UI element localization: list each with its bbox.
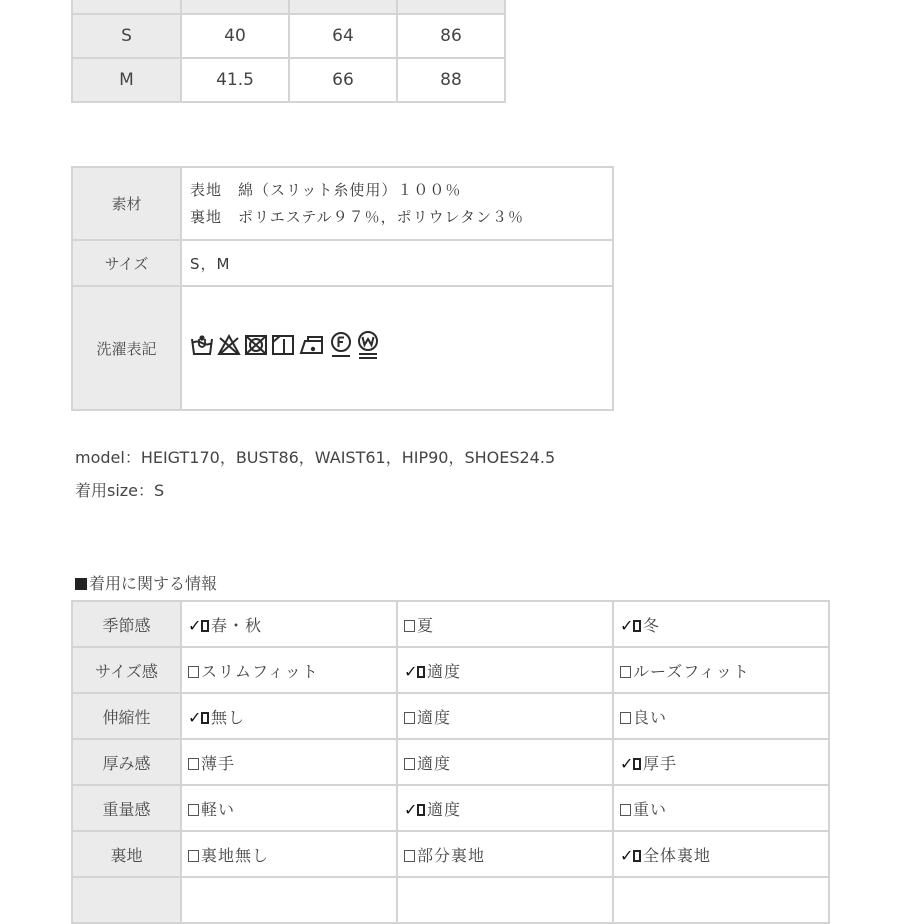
black-square-bullet-icon [75,578,87,590]
wear-info-title-text: 着用に関する情報 [89,574,218,593]
option-text: 冬 [643,615,661,635]
material-value [181,167,613,240]
option-text: 部分裏地 [417,845,486,865]
measurement-cell: 88 [397,58,505,102]
attribute-label: 裏地 [72,831,181,877]
empty-checkbox-icon [404,712,415,724]
attribute-label: 重量感 [72,785,181,831]
empty-checkbox-icon [620,804,631,816]
care-symbols [181,286,613,410]
check-mark-icon: ✓ [188,615,203,635]
option-cell [613,647,829,693]
option-text: 適度 [417,753,452,773]
size-row [72,240,613,286]
option-cell [181,601,397,647]
option-cell [181,693,397,739]
lining-fabric-line: 裏地 ポリエステル９７％，ポリウレタン３％ [190,207,525,226]
outer-fabric-line: 表地 綿（スリット糸使用）１００％ [190,180,462,199]
no-tumble-dry-icon [244,333,268,357]
option-text: ルーズフィット [633,661,750,681]
empty-checkbox-icon [404,850,415,862]
option-cell [397,877,613,923]
wear-info-title [75,571,217,594]
size-label: M [72,58,181,102]
option-cell [181,831,397,877]
option-text: 適度 [427,799,462,819]
attribute-label: 厚み感 [72,739,181,785]
option-cell [397,647,613,693]
check-mark-icon: ✓ [188,707,203,727]
no-bleach-icon [217,333,241,357]
checked-box-icon [417,804,425,816]
worn-size: 着用size：S [75,481,165,500]
header-cell [72,0,181,14]
care-row [72,286,613,410]
measurement-cell: 41.5 [181,58,289,102]
option-cell [397,785,613,831]
option-text: 軽い [201,799,236,819]
wear-info-row [72,877,829,923]
attribute-label: 季節感 [72,601,181,647]
wear-info-table [71,600,830,924]
option-cell [613,739,829,785]
line-dry-shade-icon [271,333,295,357]
checked-box-icon [201,712,209,724]
option-cell [613,693,829,739]
measurement-cell: 86 [397,14,505,58]
option-cell [613,785,829,831]
option-cell [397,739,613,785]
wear-info-row [72,831,829,877]
option-text: 春・秋 [211,615,263,635]
wear-info-row [72,601,829,647]
wear-info-row [72,647,829,693]
checked-box-icon [633,758,641,770]
option-text: 無し [211,707,246,727]
empty-checkbox-icon [404,620,415,632]
size-value: S，M [181,240,613,286]
option-text: 重い [633,799,668,819]
option-cell [181,877,397,923]
size-label: S [72,14,181,58]
empty-checkbox-icon [188,850,199,862]
option-text: 夏 [417,615,435,635]
size-row-m [72,58,505,102]
size-measurement-table [71,0,506,103]
checked-box-icon [201,620,209,632]
checked-box-icon [633,620,641,632]
option-cell [397,831,613,877]
check-mark-icon: ✓ [404,799,419,819]
header-cell [181,0,289,14]
check-mark-icon: ✓ [620,845,635,865]
attribute-label: サイズ感 [72,647,181,693]
empty-checkbox-icon [620,712,631,724]
option-text: 全体裏地 [643,845,712,865]
model-measurements: model：HEIGT170，BUST86，WAIST61，HIP90，SHOES24.5 [75,448,556,467]
size-row-s [72,14,505,58]
option-cell [397,693,613,739]
option-cell [613,877,829,923]
option-text: 厚手 [643,753,678,773]
size-label: サイズ [72,240,181,286]
option-text: 良い [633,707,668,727]
wear-info-row [72,693,829,739]
option-text: 適度 [427,661,462,681]
measurement-cell: 40 [181,14,289,58]
option-cell [613,831,829,877]
empty-checkbox-icon [404,758,415,770]
model-info [75,441,555,507]
option-cell [181,785,397,831]
option-text: スリムフィット [201,661,319,681]
dry-clean-f-icon [329,331,353,359]
product-spec-table [71,166,614,411]
option-cell [181,647,397,693]
material-label: 素材 [72,167,181,240]
size-table-header-row [72,0,505,14]
checked-box-icon [417,666,425,678]
hand-wash-icon [190,333,214,357]
option-cell [397,601,613,647]
option-text: 薄手 [201,753,236,773]
check-mark-icon: ✓ [404,661,419,681]
header-cell [289,0,397,14]
care-label: 洗濯表記 [72,286,181,410]
option-text: 適度 [417,707,452,727]
wet-clean-w-icon [356,330,380,360]
check-mark-icon: ✓ [620,615,635,635]
measurement-cell: 66 [289,58,397,102]
option-cell [181,739,397,785]
wear-info-row [72,739,829,785]
empty-checkbox-icon [188,758,199,770]
empty-checkbox-icon [188,666,199,678]
material-row [72,167,613,240]
checked-box-icon [633,850,641,862]
header-cell [397,0,505,14]
wear-info-row [72,785,829,831]
empty-checkbox-icon [188,804,199,816]
option-text: 裏地無し [201,845,270,865]
iron-low-icon [298,333,326,357]
check-mark-icon: ✓ [620,753,635,773]
attribute-label [72,877,181,923]
attribute-label: 伸縮性 [72,693,181,739]
option-cell [613,601,829,647]
empty-checkbox-icon [620,666,631,678]
measurement-cell: 64 [289,14,397,58]
